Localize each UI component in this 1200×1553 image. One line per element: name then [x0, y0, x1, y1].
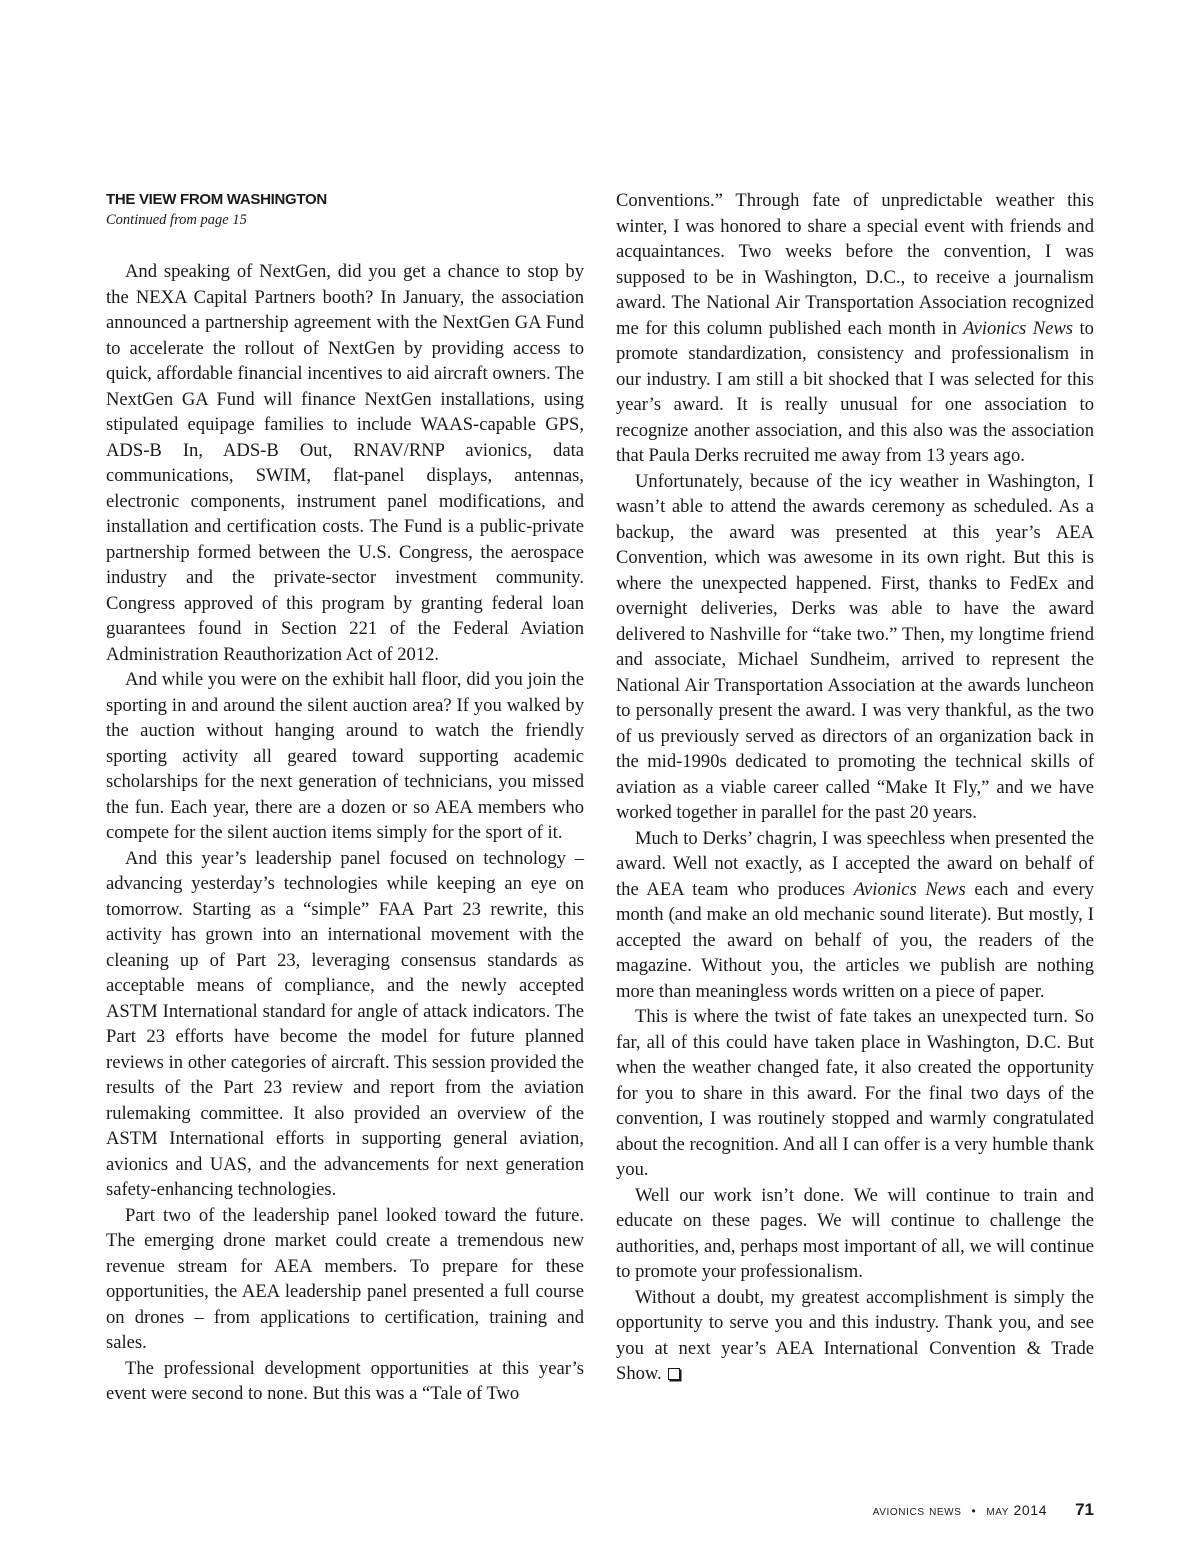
- end-of-article-icon: [668, 1368, 680, 1380]
- paragraph: [616, 188, 1094, 469]
- right-column: [616, 188, 1094, 1387]
- paragraph: And while you were on the exhibit hall floor, did you join the sporting in and around the silent auction area? If you walked by the auction without hanging around to watch the friendly sporting activity all geared toward supporting academic scholarships for the next generation of technicians, you missed the fun. Each year, there are a dozen or so AEA members who compete for the silent auction items simply for the sport of it.: [106, 669, 584, 843]
- paragraph: [616, 1285, 1094, 1387]
- paragraph-text: each and every month (and make an old mechanic sound literate). But mostly, I accepted the award on behalf of you, the readers of the magazine. Without you, the articles we publish are nothing more than meaningless words written on a piece of paper.: [616, 878, 1094, 1002]
- footer-date: may 2014: [986, 1502, 1048, 1518]
- paragraph-text: Conventions.” Through fate of unpredictable weather this winter, I was honored to share a special event with friends and acquaintances. Two weeks before the convention, I was supposed to be in Washington, D.C., to receive a journalism award. The National Air Transportation Association recognized me for this column published each month in: [616, 190, 1094, 339]
- section-title: THE VIEW FROM WASHINGTON: [106, 191, 327, 208]
- paragraph-text: to promote standardization, consistency and professionalism in our industry. I am still a bit shocked that I was selected for this year’s award. It is really unusual for one association to recognize another association, and this also was the association that Paula Derks recruited me away from 13 years ago.: [616, 317, 1094, 466]
- paragraph: Well our work isn’t done. We will continue to train and educate on these pages. We will continue to challenge the authorities, and, perhaps most important of all, we will continue to promote your professionalism.: [616, 1184, 1094, 1282]
- paragraph-text: Much to Derks’ chagrin, I was speechless when presented the award. Well not exactly, as I accepted the award on behalf of the AEA team who produces: [616, 827, 1094, 900]
- page-number: 71: [1075, 1500, 1094, 1519]
- continued-note: Continued from page 15: [106, 212, 247, 228]
- paragraph: [616, 826, 1094, 1005]
- paragraph: This is where the twist of fate takes an unexpected turn. So far, all of this could have taken place in Washington, D.C. But when the weather changed fate, it also created the opportunity for you to share in this award. For the final two days of the convention, I was routinely stopped and warmly congratulated about the recognition. And all I can offer is a very humble thank you.: [616, 1006, 1094, 1180]
- footer-publication: avionics news: [872, 1502, 962, 1518]
- left-column: [106, 188, 584, 1407]
- paragraph: The professional development opportunities at this year’s event were second to none. But this was a “Tale of Two: [106, 1357, 584, 1404]
- paragraph: And this year’s leadership panel focused on technology – advancing yesterday’s technologies while keeping an eye on tomorrow. Starting as a “simple” FAA Part 23 rewrite, this activity has grown into an international movement with the cleaning up of Part 23, leveraging consensus standards as acceptable means of compliance, and the newly accepted ASTM International standard for angle of attack indicators. The Part 23 efforts have become the model for future planned reviews in other categories of aircraft. This session provided the results of the Part 23 review and report from the aviation rulemaking committee. It also provided an overview of the ASTM International efforts in supporting general aviation, avionics and UAS, and the advancements for next generation safety-enhancing technologies.: [106, 847, 584, 1200]
- paragraph: And speaking of NextGen, did you get a chance to stop by the NEXA Capital Partners booth? In January, the association announced a partnership agreement with the NextGen GA Fund to accelerate the rollout of NextGen by providing access to quick, affordable financial incentives to aid aircraft owners. The NextGen GA Fund will finance NextGen installations, using stipulated equipage families to include WAAS-capable GPS, ADS-B In, ADS-B Out, RNAV/RNP avionics, data communications, SWIM, flat-panel displays, antennas, electronic components, instrument panel modifications, and installation and certification costs. The Fund is a public-private partnership formed between the U.S. Congress, the aerospace industry and the private-sector investment community. Congress approved of this program by granting federal loan guarantees found in Section 221 of the Federal Aviation Administration Reauthorization Act of 2012.: [106, 261, 584, 665]
- publication-name: Avionics News: [963, 317, 1074, 339]
- paragraph: Part two of the leadership panel looked toward the future. The emerging drone market could create a tremendous new revenue stream for AEA members. To prepare for these opportunities, the AEA leadership panel presented a full course on drones – from applications to certification, training and sales.: [106, 1204, 584, 1353]
- page-footer: [873, 1500, 1094, 1520]
- paragraph-text: Without a doubt, my greatest accomplishment is simply the opportunity to serve you and this industry. Thank you, and see you at next year’s AEA International Convention & Trade Show.: [616, 1286, 1094, 1384]
- footer-bullet: •: [971, 1504, 977, 1518]
- paragraph: Unfortunately, because of the icy weather in Washington, I wasn’t able to attend the awards ceremony as scheduled. As a backup, the award was presented at this year’s AEA Convention, which was awesome in its own right. But this is where the unexpected happened. First, thanks to FedEx and overnight deliveries, Derks was able to have the award delivered to Nashville for “take two.” Then, my longtime friend and associate, Michael Sundheim, arrived to represent the National Air Transportation Association at the awards luncheon to personally present the award. I was very thankful, as the two of us previously served as directors of an organization back in the mid-1990s dedicated to promoting the technical skills of aviation as a viable career called “Make It Fly,” and we have worked together in parallel for the past 20 years.: [616, 470, 1094, 823]
- publication-name: Avionics News: [853, 878, 966, 900]
